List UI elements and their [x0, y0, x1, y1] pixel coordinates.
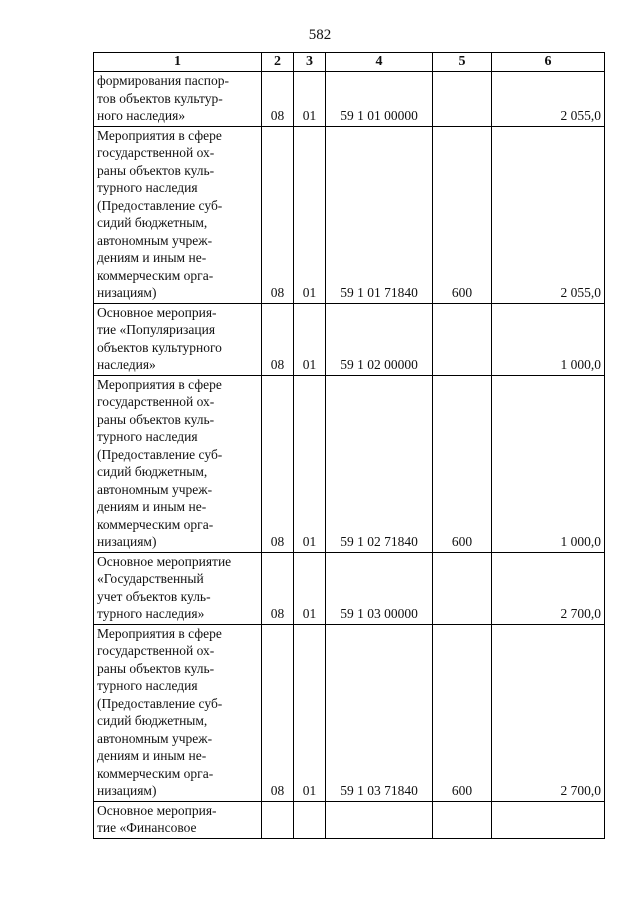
row-name-cell: Мероприятия в сфере государственной ох- раны объектов куль- турного наследия (Предоставление суб- сидий бюджетным, автономным учреж- дениям и иным не- коммерческим орга- низациям)	[94, 375, 262, 552]
table-row	[94, 552, 605, 624]
row-name-cell: Мероприятия в сфере государственной ох- раны объектов куль- турного наследия (Предоставление суб- сидий бюджетным, автономным учреж- дениям и иным не- коммерческим орга- низациям)	[94, 624, 262, 801]
section-cell: 08	[262, 303, 294, 375]
target-article-cell: 59 1 02 00000	[326, 303, 433, 375]
column-header-4: 4	[326, 53, 433, 72]
row-name-cell: Мероприятия в сфере государственной ох- раны объектов куль- турного наследия (Предоставление суб- сидий бюджетным, автономным учреж- дениям и иным не- коммерческим орга- низациям)	[94, 126, 262, 303]
section-cell	[262, 801, 294, 838]
target-article-cell: 59 1 01 71840	[326, 126, 433, 303]
page-number: 582	[308, 27, 332, 43]
subsection-cell	[294, 801, 326, 838]
subsection-cell: 01	[294, 126, 326, 303]
expense-type-cell: 600	[433, 624, 492, 801]
table-row	[94, 72, 605, 127]
section-cell: 08	[262, 375, 294, 552]
target-article-cell: 59 1 03 71840	[326, 624, 433, 801]
amount-cell: 1 000,0	[492, 303, 605, 375]
table-header-row	[94, 53, 605, 72]
subsection-cell: 01	[294, 303, 326, 375]
budget-table	[93, 52, 605, 839]
amount-cell: 2 055,0	[492, 126, 605, 303]
table-row	[94, 801, 605, 838]
section-cell: 08	[262, 126, 294, 303]
amount-cell: 2 055,0	[492, 72, 605, 127]
section-cell: 08	[262, 72, 294, 127]
expense-type-cell	[433, 552, 492, 624]
expense-type-cell	[433, 72, 492, 127]
row-name-cell: формирования паспор- тов объектов культур- ного наследия»	[94, 72, 262, 127]
section-cell: 08	[262, 552, 294, 624]
row-name-cell: Основное мероприятие «Государственный учет объектов куль- турного наследия»	[94, 552, 262, 624]
column-header-3: 3	[294, 53, 326, 72]
subsection-cell: 01	[294, 375, 326, 552]
row-name-cell: Основное мероприя- тие «Финансовое	[94, 801, 262, 838]
table-row	[94, 375, 605, 552]
amount-cell: 2 700,0	[492, 552, 605, 624]
expense-type-cell: 600	[433, 375, 492, 552]
subsection-cell: 01	[294, 72, 326, 127]
table-row	[94, 624, 605, 801]
expense-type-cell: 600	[433, 126, 492, 303]
table-row	[94, 126, 605, 303]
amount-cell: 1 000,0	[492, 375, 605, 552]
section-cell: 08	[262, 624, 294, 801]
target-article-cell: 59 1 01 00000	[326, 72, 433, 127]
column-header-6: 6	[492, 53, 605, 72]
subsection-cell: 01	[294, 624, 326, 801]
expense-type-cell	[433, 303, 492, 375]
column-header-5: 5	[433, 53, 492, 72]
table-row	[94, 303, 605, 375]
column-header-1: 1	[94, 53, 262, 72]
target-article-cell	[326, 801, 433, 838]
amount-cell: 2 700,0	[492, 624, 605, 801]
expense-type-cell	[433, 801, 492, 838]
target-article-cell: 59 1 03 00000	[326, 552, 433, 624]
target-article-cell: 59 1 02 71840	[326, 375, 433, 552]
amount-cell	[492, 801, 605, 838]
subsection-cell: 01	[294, 552, 326, 624]
column-header-2: 2	[262, 53, 294, 72]
row-name-cell: Основное мероприя- тие «Популяризация объектов культурного наследия»	[94, 303, 262, 375]
